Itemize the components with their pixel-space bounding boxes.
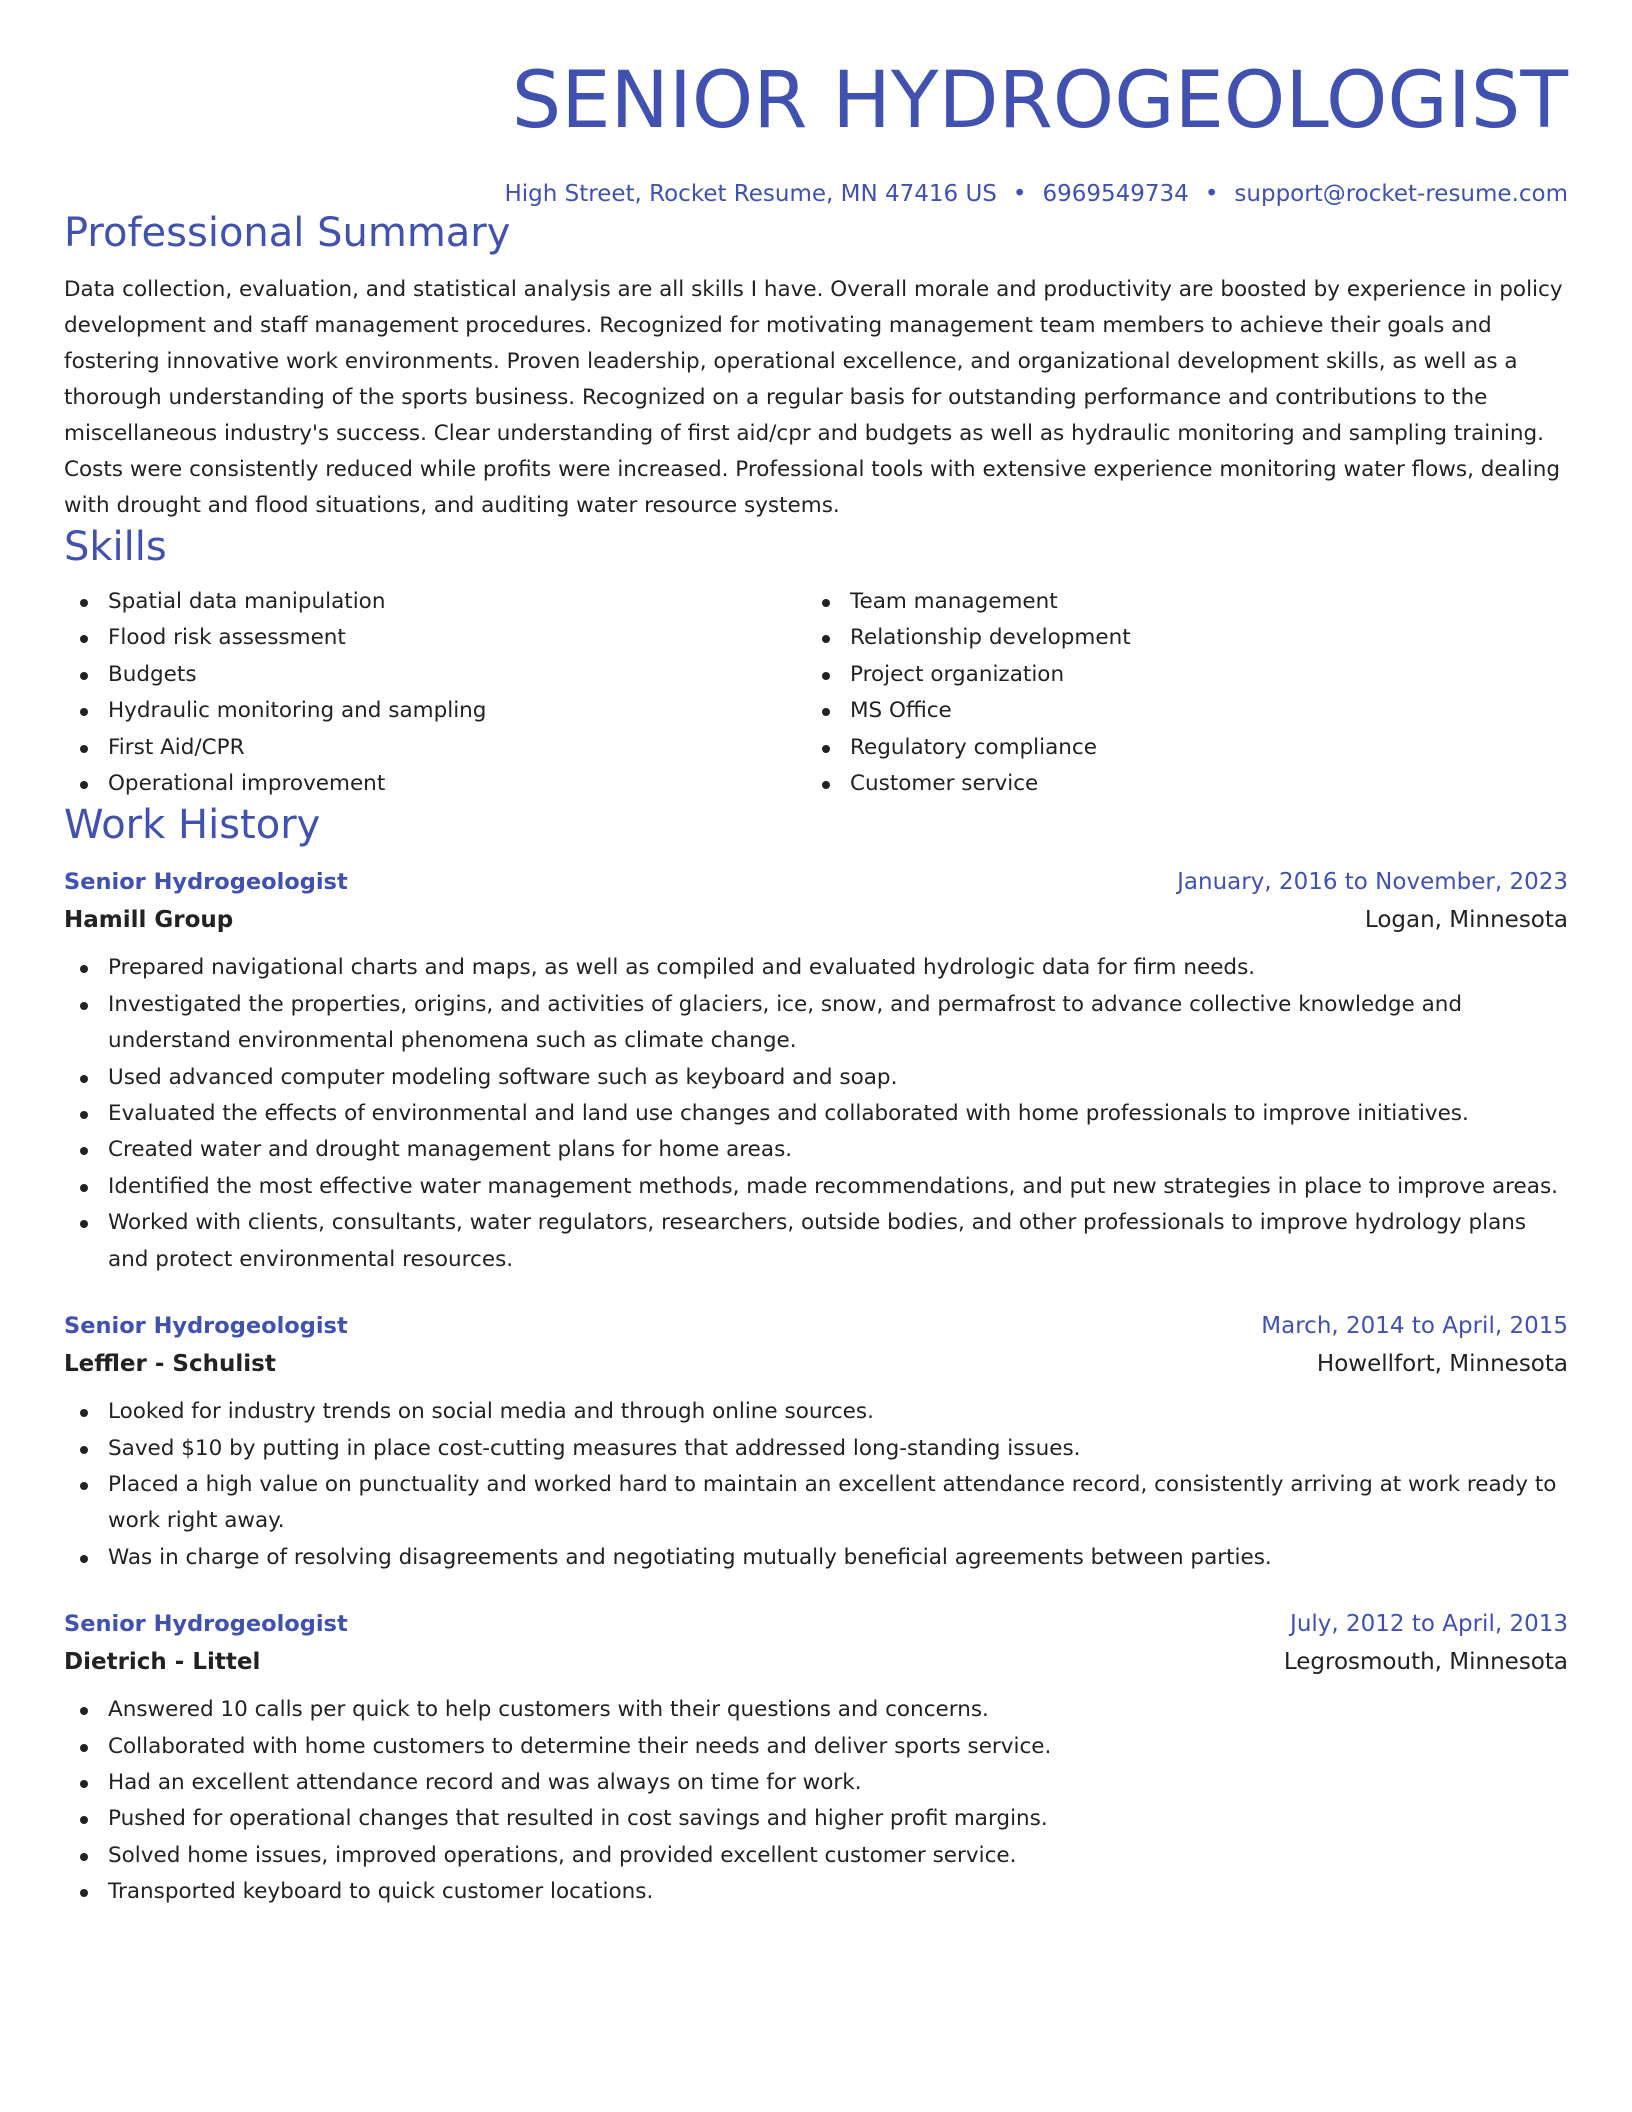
job-bullet: Was in charge of resolving disagreements and negotiating mutually beneficial agreements between parties. xyxy=(64,1540,1568,1576)
job-bullet: Solved home issues, improved operations, and provided excellent customer service. xyxy=(64,1838,1568,1874)
job-location: Legrosmouth, Minnesota xyxy=(1283,1649,1568,1676)
job-bullet: Pushed for operational changes that resulted in cost savings and higher profit margins. xyxy=(64,1801,1568,1837)
job-company: Leffler - Schulist xyxy=(64,1351,276,1378)
job-bullet: Created water and drought management plans for home areas. xyxy=(64,1132,1568,1168)
skills-list xyxy=(64,584,1568,802)
job-bullet: Prepared navigational charts and maps, as well as compiled and evaluated hydrologic data for firm needs. xyxy=(64,950,1568,986)
job-title: Senior Hydrogeologist xyxy=(64,1313,348,1340)
job-entry xyxy=(64,864,1568,1278)
skill-item: First Aid/CPR xyxy=(64,730,806,766)
summary-heading: Professional Summary xyxy=(64,210,511,256)
job-header-row xyxy=(64,1308,1568,1344)
job-bullets xyxy=(64,1692,1568,1910)
separator-dot: • xyxy=(1204,181,1219,207)
job-bullet: Looked for industry trends on social media and through online sources. xyxy=(64,1394,1568,1430)
skill-item: Flood risk assessment xyxy=(64,620,806,656)
job-bullet: Evaluated the effects of environmental and land use changes and collaborated with home professionals to improve initiatives. xyxy=(64,1096,1568,1132)
contact-line xyxy=(64,178,1568,210)
resume-title: SENIOR HYDROGEOLOGIST xyxy=(511,56,1568,146)
job-company-row xyxy=(64,1344,1568,1384)
job-entry xyxy=(64,1606,1568,1910)
job-bullets xyxy=(64,950,1568,1278)
job-title: Senior Hydrogeologist xyxy=(64,869,348,896)
job-bullet: Saved $10 by putting in place cost-cutting measures that addressed long-standing issues. xyxy=(64,1431,1568,1467)
skills-column-left xyxy=(64,584,806,802)
skill-item: Operational improvement xyxy=(64,766,806,802)
skill-item: MS Office xyxy=(806,693,1548,729)
job-bullet: Had an excellent attendance record and was always on time for work. xyxy=(64,1765,1568,1801)
job-bullet: Used advanced computer modeling software such as keyboard and soap. xyxy=(64,1060,1568,1096)
work-history-heading: Work History xyxy=(64,802,321,849)
job-bullet: Worked with clients, consultants, water regulators, researchers, outside bodies, and other professionals to improve hydrology plans and protect environmental resources. xyxy=(64,1205,1568,1278)
job-location: Howellfort, Minnesota xyxy=(1316,1351,1568,1378)
job-header-row xyxy=(64,864,1568,900)
skill-item: Relationship development xyxy=(806,620,1548,656)
job-bullet: Identified the most effective water management methods, made recommendations, and put new strategies in place to improve areas. xyxy=(64,1169,1568,1205)
job-bullet: Collaborated with home customers to determine their needs and deliver sports service. xyxy=(64,1729,1568,1765)
job-bullet: Transported keyboard to quick customer locations. xyxy=(64,1874,1568,1910)
skill-item: Customer service xyxy=(806,766,1548,802)
resume-page xyxy=(64,0,1568,1911)
job-bullet: Answered 10 calls per quick to help customers with their questions and concerns. xyxy=(64,1692,1568,1728)
job-company: Dietrich - Littel xyxy=(64,1649,261,1676)
skills-column-right xyxy=(806,584,1548,802)
job-company: Hamill Group xyxy=(64,907,234,934)
job-location: Logan, Minnesota xyxy=(1364,907,1568,934)
contact-address: High Street, Rocket Resume, MN 47416 US xyxy=(504,181,997,207)
skill-item: Budgets xyxy=(64,657,806,693)
job-dates: July, 2012 to April, 2013 xyxy=(1290,1611,1568,1638)
skill-item: Spatial data manipulation xyxy=(64,584,806,620)
job-company-row xyxy=(64,1642,1568,1682)
summary-text: Data collection, evaluation, and statistical analysis are all skills I have. Overall morale and productivity are boosted by experience in policy development and staff management procedures. Recognized for motivating management team members to achieve their goals and fostering innovative work environments. Proven leadership, operational excellence, and organizational development skills, as well as a thorough understanding of the sports business. Recognized on a regular basis for outstanding performance and contributions to the miscellaneous industry's success. Clear understanding of first aid/cpr and budgets as well as hydraulic monitoring and sampling training. Costs were consistently reduced while profits were increased. Professional tools with extensive experience monitoring water flows, dealing with drought and flood situations, and auditing water resource systems. xyxy=(64,277,1563,518)
job-dates: January, 2016 to November, 2023 xyxy=(1177,869,1568,896)
job-entry xyxy=(64,1308,1568,1576)
separator-dot: • xyxy=(1012,181,1027,207)
job-dates: March, 2014 to April, 2015 xyxy=(1261,1313,1568,1340)
job-bullet: Investigated the properties, origins, and activities of glaciers, ice, snow, and permafrost to advance collective knowledge and understand environmental phenomena such as climate change. xyxy=(64,987,1568,1060)
contact-email: support@rocket-resume.com xyxy=(1234,181,1568,207)
job-bullets xyxy=(64,1394,1568,1576)
skill-item: Hydraulic monitoring and sampling xyxy=(64,693,806,729)
skill-item: Project organization xyxy=(806,657,1548,693)
job-company-row xyxy=(64,900,1568,940)
job-bullet: Placed a high value on punctuality and worked hard to maintain an excellent attendance record, consistently arriving at work ready to work right away. xyxy=(64,1467,1568,1540)
contact-phone: 6969549734 xyxy=(1042,181,1189,207)
skill-item: Team management xyxy=(806,584,1548,620)
job-title: Senior Hydrogeologist xyxy=(64,1611,348,1638)
skill-item: Regulatory compliance xyxy=(806,730,1548,766)
job-header-row xyxy=(64,1606,1568,1642)
skills-heading: Skills xyxy=(64,524,167,570)
